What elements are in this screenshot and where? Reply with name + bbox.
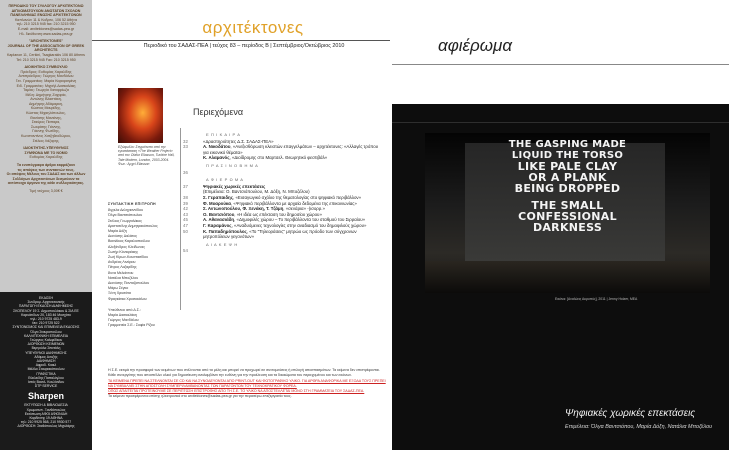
committee-member: Ζωή Κίρων-Κουστασίδου — [108, 255, 148, 260]
imprint-line: αντίστοιχα όργανα της κάθε συλλογικότητας. — [7, 181, 85, 186]
production-line: Καρδίτσης 19 ΑΘΗΝΑ — [29, 416, 63, 421]
committee-member: Διονύσης Πανταζοπούλου — [108, 281, 150, 286]
committee-heading: ΣΥΝΤΑΚΤΙΚΗ ΕΠΙΤΡΟΠΗ — [108, 202, 156, 206]
imprint-block — [4, 4, 88, 194]
toc-text: , «σενάρια» -(ισορρ.» — [283, 206, 325, 212]
committee-footer — [108, 308, 178, 329]
production-line: Ιστός Βασιλ. Κουλίσιδου — [27, 380, 65, 385]
committee-member: Μαρία Δόξη — [108, 229, 127, 234]
toc-page-number: 32 — [183, 138, 188, 144]
magazine-title: αρχιτέκτονες — [202, 18, 304, 37]
imprint-line: ΔΙΠΛΩΜΑΤΟΥΧΩΝ ΑΝΩΤΑΤΩΝ ΣΧΟΛΩΝ — [11, 8, 81, 13]
projection-line: BEING DROPPED — [514, 182, 621, 195]
toc-text: (Επιμέλεια: Ο. Βαντσιόπουλου, Μ. Δόξη, Ν. Μποζέλου) — [203, 189, 310, 195]
toc-text: , «Ψηφιακό περιβάλλοντα με αρχαία δεδομένα της επικοινωνίας» — [230, 200, 357, 206]
committee-member: Πέτρος Λαζαρίδης — [108, 265, 137, 270]
notes-paragraph-2: Κάθε συνεργάτης που αποστέλλει υλικό για δημοσίευση αναλαμβάνει την ευθύνη για την προέλευση και τα δικαιώματα του περιεχομένου και των εικόνων. — [108, 373, 353, 378]
toc-page-number: 54 — [183, 248, 188, 254]
committee-member: Ξένη Χρυσάτα — [108, 291, 131, 296]
imprint-line: Ευθυμίας Χαραλίδης — [29, 155, 63, 160]
committee-members — [108, 208, 178, 302]
imprint-line: ΠΕΡΙΟΔΙΚΟ ΤΟΥ ΣΥΛΛΟΓΟΥ ΑΡΧΙΤΕΚΤΟΝΩ — [8, 4, 84, 8]
toc-entry — [203, 144, 383, 155]
committee-member: Στέλιος Γεωργαλάκος — [108, 218, 143, 223]
projection-line: THE SMALL — [531, 199, 604, 212]
toc-entry — [203, 248, 383, 254]
committee-member: Νατάλια Μποζέλου — [108, 275, 139, 280]
photo-caption: Εικόνα: [Αναλύεις Ακρυπύς], 2011 | Jenny Holzer, ΜΕΑ — [555, 297, 638, 301]
production-line: Εύκλειδης Παπαλόγλου — [28, 375, 64, 380]
toc-text: , «Αναδυόμενες τεχνολογίες στην αναδιασμό του δημοφιλούς χώρου» — [231, 222, 367, 228]
committee-member: Αριστοτέλης Δημητρακόπουλος — [108, 223, 158, 228]
toc-page-number: 33 — [183, 144, 188, 150]
production-line: ΔΙΑΦΗΜΙΣΗ — [36, 359, 56, 364]
imprint-line: Ταμίας: Γεωργία Χαταρρίωζα — [23, 88, 69, 93]
production-line: ΕΚΔΟΣΗ — [39, 296, 53, 300]
production-line: ΣΚΟΠΕΛΟΥ 19 Σ. Δημοπουλάκου & ΣΙΑ ΕΕ — [13, 308, 79, 313]
committee-member: Διονύσης Δαλάτος — [108, 234, 138, 239]
toc-page-number: 39 — [183, 200, 188, 206]
imprint-line: Ηλ. διεύθυνση:www.sadas-pea.gr — [19, 31, 73, 36]
production-line: ΔΙΟΡΘΩΣΗ: Σταθόπουλος Μιχαλάρης — [17, 424, 75, 429]
imprint-line: Οι απόψεις Μέλους του ΣΑΔΑΣ και των άλλων — [6, 172, 86, 177]
committee-footer-line: Γιώργος Μανδάλου — [108, 318, 139, 323]
imprint-line: τηλ: 210 3215 945 fax: 210 3215 950 — [16, 22, 76, 27]
production-line: Μάλλα Σταυρακόπουλου — [27, 367, 65, 372]
feature-editors: Επιμέλεια: Όλγα Βαντσιόπου, Μαρία Δόξη, Νατάλια Μποζέλου — [565, 424, 713, 430]
projection-line: DARKNESS — [532, 221, 603, 234]
projection-line: THE GASPING MADE — [508, 139, 627, 150]
committee-member: Βασιλίκος Καραλιοπούλου — [108, 239, 150, 244]
production-line: Βεργούλα Σπατάλη — [31, 346, 61, 351]
feature-photo — [425, 133, 710, 293]
imprint-line: Ειδ. Γραμματέας: Μιχαήλ Δασκαλάκη — [16, 83, 76, 88]
production-list — [3, 296, 89, 384]
committee-footer-line: Γραμματεία Σ.Ε.: Σοφία Ρίζου — [108, 323, 155, 328]
cover-caption: Εξώφυλλο: Στιγμιότυπο από την εγκατάσταση «The Weather Project» από τον Olafur Eliasson, Turbine Hall, Tate Modern, London, 2003-2004. Φωτ.: Αρχεί Eliasson — [118, 145, 175, 166]
sharpen-logo: Sharpen — [27, 391, 64, 402]
imprint-line: Κώστας Μιχαηλόπουλος, — [26, 111, 66, 116]
issue-subtitle: Περιοδικό του ΣΑΔΑΣ-ΠΕΑ | τεύχος 83 – περίοδος Β | Σεπτέμβριος/Οκτώβριος 2010 — [143, 43, 345, 49]
section-divider — [392, 64, 729, 65]
projection-line: OR A PLANK — [528, 171, 607, 184]
section-label: αφιέρωμα — [438, 36, 513, 55]
imprint-line: JOURNAL OF THE ASSOCIATION OF GREEK ARCHITECTS — [7, 43, 85, 53]
production-line: ΠΑΡΑΓΩΓΗ ΕΚΔΟΣΗ ΔΙΑΦΗΜΙΣΗΣ — [18, 304, 74, 309]
notes-highlight-1: ΤΑ ΚΕΙΜΕΝΑ ΠΡΕΠΕΙ ΝΑ ΣΤΕΛΝΟΝΤΑΙ ΣΕ CD ΚΑΙ ΝΑ ΣΥΝΟΔΕΥΟΝΤΑΙ ΑΠΟ PRINT-OUT ΚΑΙ ΦΩΤΟΓΡΑΦΙΚΟ ΥΛΙΚΟ. ΓΙΑ ΑΡΘΡΑ ΑΝΑΦΟΡΙΚΑ ΜΕ ΕΞΟΔΑ ΤΟΥΣ ΠΡΕΠΕΙ ΝΑ ΣΥΜΒΑΛΛΕΙ ΣΤΗΝ ΑΠΟΣΤΟΛΗ ΣΥΜΠΕΡΙΛΑΜΒΑΝΟΝΤΑΣ ΤΩΝ ΠΑΡΑΓΟΝΤΩΝ ΤΟΥ ΤΕΧΝΟΚΡΑΤΙΚΟΥ ΦΟΡΕΑ. — [108, 378, 386, 388]
toc-section-label: Δ Ι Α Κ Ε Ψ Η — [206, 241, 238, 247]
toc-page-number: 36 — [183, 169, 188, 175]
committee-member: Φραγκίσκα Χρυσοκάλου — [108, 296, 147, 301]
production-line: Συνδρομ. Αρχιτεκτονικής — [27, 300, 65, 305]
toc-page-number — [183, 155, 203, 161]
water-reflection — [425, 261, 710, 293]
imprint-line: ΙΔΙΟΚΤΗΤΗΣ-ΥΠΕΥΘΥΝΟΣ — [23, 146, 69, 151]
committee-footer-line: Υπεύθυνοι από Δ.Σ.: — [108, 307, 141, 312]
imprint-line: Πρόεδρος: Ευθυμίας Χαραλίδης — [20, 69, 72, 74]
committee-member: Μάρω Σέγκο — [108, 286, 129, 291]
imprint-line: Συλλόγων Αρχιτεκτόνων δεσμεύουν τα — [12, 176, 80, 181]
production-line: Γεώργιος Καλιφιδίκου — [29, 338, 63, 343]
production-line: τηλ.: 210 9725 483-9 — [30, 317, 62, 322]
toc-text: , «Ανεξισθόρωση κλειστών επαγγελμάτων – αρχιτέκτονες: «Αλλαγές τρόπου για εικονικό θέματα» — [203, 144, 379, 155]
imprint-line: Σωκράτης Γιάννης, — [30, 124, 62, 129]
imprint-line: ΣΥΜΦΩΝΑ ΜΕ ΤΟ ΝΟΜΟ — [24, 150, 68, 155]
toc-entry — [203, 229, 383, 240]
committee-footer-line: Μαρία Δασκαλάκη — [108, 313, 137, 318]
committee-member: Αλεξάνδρος Κλείδωνας — [108, 244, 145, 249]
table-of-contents — [183, 130, 383, 254]
toc-author: Α. Νικοδάτου — [203, 144, 231, 150]
imprint-line: Tel: 210 3215 945 Fax: 210 3215 950 — [16, 57, 76, 62]
production-line: Χρωμοτυπ. Ξανθόπουλος — [26, 407, 66, 412]
production-line: ΥΠΕΥΘΥΝΟΙ ΔΙΑΦΗΜΙΣΗΣ — [25, 350, 67, 355]
production-line: ΣΥΝΤΟΝΙΣΜΟΣ ΚΑΙ ΕΠΙΜΕΛΕΙΑ ΕΚΔΟΣΗΣ — [12, 325, 80, 330]
production-line: Εκτύπωση ΑΦΟΙ ΑΦΙΟΝΙΔΗ — [24, 411, 68, 416]
toc-text: , «Διοίδρομης στο Μαρτσελ. Θεωρητικό φεστιβάλ» — [229, 155, 328, 161]
toc-page-number: 47 — [183, 222, 188, 228]
production-line: Αφροδ. Κιακλ — [35, 363, 57, 368]
toc-page-number: 43 — [183, 211, 188, 217]
imprint-line: Καπλανών 11 & Κοδρινι, 106 52 Αθήνα — [14, 17, 78, 22]
production-line: Αδάμος Αναζής — [34, 354, 58, 359]
notes-paragraph-1: Η Σ.Ε. εκτιμά την προσφορά των κειμένων που στέλνονται από τα μέλη και μπορεί να προχωρεί σε συντομεύσεις ή επιλογή αποσπασμάτων. Τα κείμενα δεν επιστρέφονται. — [108, 368, 380, 372]
editorial-committee — [108, 202, 178, 329]
production-tail — [3, 403, 89, 428]
toc-section-label: Π Ρ Α Σ Ι Ν Ο Β Η Μ Α — [206, 162, 259, 168]
imprint-line: Στέλιος Λάζαρης, — [32, 138, 60, 143]
feature-title: Ψηφιακές χωρικές επεκτάσεις — [565, 408, 696, 419]
toc-row — [183, 170, 383, 176]
imprint-line: τις απόψεις των συντακτών τους. — [17, 167, 75, 172]
notes-highlight-2: ΟΠΩΣ ΑΠΑΙΤΕΙΤΑΙ ΠΡΟΤΕΙΝΟΥΜΕ ΣΕ ΠΕΡΙΠΤΩΣΗ ΕΠΙΣΤΡΟΦΗΣ ΑΠΟ ΤΗ Σ.Ε. ΤΟ ΥΛΙΚΟ ΝΑ ΑΠΟΣΤΕΛΛΕΤΑΙ ΜΟΝΟ ΣΤΗ ΓΡΑΜΜΑΤΕΙΑ ΤΟΥ ΣΑΔΑΣ-ΠΕΑ. — [108, 389, 365, 394]
toc-page-number: 50 — [183, 228, 188, 234]
imprint-line: Δημήτρης Αδάμαρκη, — [29, 101, 63, 106]
production-line: fax: 210 9725 522 — [32, 321, 60, 326]
toc-author: Σ. Γεραπαιδης — [203, 194, 233, 200]
imprint-line: E-mail: arxitektones@sadas-pea.gr — [17, 26, 75, 31]
imprint-line: Αντιπρόεδρος: Γιώργος Μανδάλου — [18, 74, 74, 79]
toc-section-label: Α Φ Ι Ε Ρ Ω Μ Α — [206, 177, 244, 183]
committee-member: Όλγα Βαντσιόπουλου — [108, 213, 143, 218]
contents-title: Περιεχόμενα — [193, 107, 244, 117]
imprint-line: Κωνσταντίνος Χατζηθεοδώρου, — [21, 134, 71, 139]
toc-author: Ψηφιακές χωρικές επεκτάσεις — [203, 183, 266, 189]
production-line: Καρυάτιδων 20, 183 46 Μοσχάτο — [21, 312, 71, 317]
committee-member: Σωτήρ Κόνιαράκης — [108, 249, 139, 254]
toc-author: Κ. Αλαμανός — [203, 155, 230, 161]
imprint-line: Γιάννης Φωτίδης, — [32, 129, 60, 134]
toc-text: «Δραστηριότητες Δ.Σ. ΣΑΔΑΣ-ΠΕΑ» — [203, 138, 274, 144]
projection-line: LIKE PALE CLAY — [517, 160, 618, 173]
toc-text: , «Εισαγωγικό σχόλιο της θεματολογίας στο ψηφιακό περιβάλλον» — [233, 194, 362, 200]
projection-line: CONFESSIONAL — [518, 210, 617, 223]
imprint-line: Τιμή τεύχους 3,00€ € — [29, 188, 63, 193]
toc-row — [183, 229, 383, 240]
imprint-line: Kaplanon 11, Cerkini, Tsagkarakis 106 80 Athens — [7, 52, 85, 57]
production-line: ΚΑΛΛΙΤΕΧΝΙΚΗ ΕΠΙΜΕΛΕΙΑ — [23, 333, 69, 338]
toc-page-number: 37 — [183, 183, 188, 189]
imprint-line: ΔΙΟΙΚΗΤΙΚΟ ΣΥΜΒΟΥΛΙΟ — [24, 65, 68, 70]
committee-member: Άγγελα Δεληγιαννίδου — [108, 208, 143, 213]
imprint-line: Αντώνης Βλαστάκη, — [30, 97, 62, 102]
toc-row — [183, 155, 383, 161]
imprint-line: Κώστας Μαυρίδης, — [30, 106, 62, 111]
imprint-line: Γεν. Γραμματέας: Μαρία Καραρισμένη — [15, 78, 77, 83]
toc-page-number: 38 — [183, 194, 188, 200]
production-line: ΕΚΤΥΠΩΣΗ & ΒΙΒΛΙΟΔΕΣΙΑ — [24, 403, 68, 408]
toc-row — [183, 144, 383, 155]
imprint-line: Σταύρος Παπαρα, — [31, 120, 61, 125]
toc-entry — [203, 155, 383, 161]
production-line: τηλ: 210 9925 568, 210 9930 577 — [20, 420, 72, 425]
toc-author: Α. Αθανασιάδη — [203, 217, 235, 223]
toc-author: Γ. Καραμάνος — [203, 222, 232, 228]
production-line: Όλγα Σταυροπούλου — [30, 329, 62, 334]
production-credits — [0, 292, 92, 450]
imprint-line: Θανάσης Μανιάνης, — [30, 115, 62, 120]
imprint-line: "ARCHITEKTONES" — [28, 39, 64, 44]
production-line: ΔΙΟΡΘΩΣΗ ΚΕΙΜΕΝΩΝ — [27, 342, 65, 347]
left-sidebar — [0, 0, 92, 450]
toc-page-number: 42 — [183, 206, 188, 212]
toc-row — [183, 248, 383, 254]
committee-member: Ανδρέας Λινάρου — [108, 260, 136, 265]
projected-text — [425, 139, 710, 233]
toc-text: , «Το "Τηλεοράσεις" μητρώο ως πρόοδο των σύγχρονων μητροπόλεων γεγονότων» — [203, 228, 357, 240]
projection-line: LIQUID THE TORSO — [511, 150, 624, 161]
contents-rule — [180, 128, 181, 310]
toc-page-number: 45 — [183, 217, 188, 223]
toc-text: , «Η ιδέα ως επέκταση του δημοσίου χώρου» — [234, 211, 322, 217]
header-divider — [92, 40, 390, 41]
cover-thumbnail — [118, 88, 163, 143]
toc-author: Ο. Βαντσιόπου — [203, 211, 235, 217]
toc-author: Φ. Μυαρούκα — [203, 200, 231, 206]
production-line: ΓΡΑΦΙΣΤΙΚΑ — [36, 371, 56, 376]
toc-section-label: Ε Π Ι Κ Α Ι Ρ Α — [206, 132, 241, 137]
dtp-label: DTP SERVICE — [34, 384, 58, 389]
imprint-line: ΠΑΝΕΛΛΗΝΙΑΣ ΕΝΩΣΗΣ ΑΡΧΙΤΕΚΤΟΝΩΝ — [10, 13, 82, 18]
panel-top-line — [392, 122, 729, 123]
toc-text: , «Δημοφιλές χώρου – Το περιβάλλοντα του σταθμού του Σιρραίου» — [234, 217, 366, 223]
toc-author: Κ. Παπαδημόπουλος — [203, 228, 247, 234]
notes-paragraph-3: Τα κείμενα προσφέρονται επίσης ηλεκτρονικά στο arxitektones@sadas-pea.gr για την περαιτέρω επεξεργασία τους. — [108, 394, 292, 399]
toc-entry — [203, 170, 383, 176]
imprint-line: Τα ενυπόγραφα άρθρα εκφράζουν — [16, 163, 76, 167]
submission-notes — [108, 368, 390, 400]
toc-author: Σ. Αντωνοπούλου, Φ. Ξενάκη, Τ. Τζάμη — [203, 206, 284, 212]
imprint-line: Μέλη: Δημήτρης Ζαχαρία, — [25, 92, 67, 97]
committee-member: Άννα Μελιάντου — [108, 270, 134, 275]
